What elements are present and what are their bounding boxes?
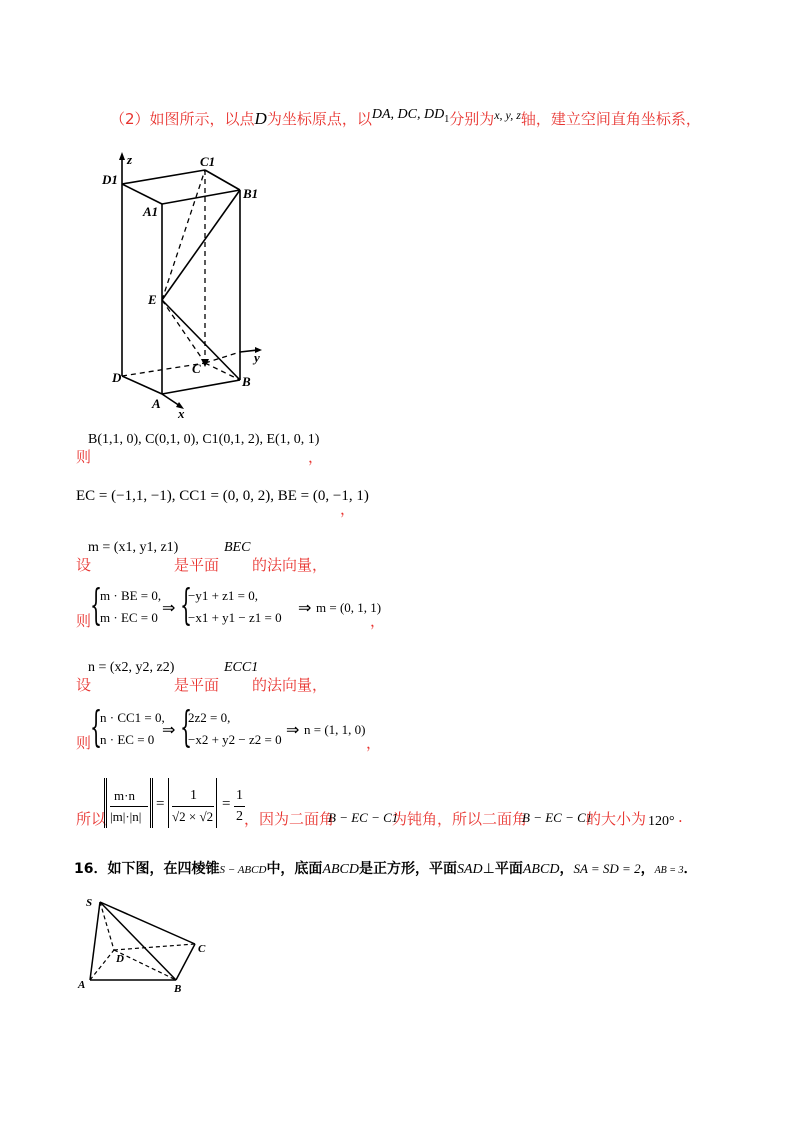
system-n-result: n = (1, 1, 0) bbox=[304, 722, 366, 737]
half-numerator: 1 bbox=[236, 788, 243, 803]
label-y: y bbox=[254, 350, 260, 365]
label-B1: B1 bbox=[243, 186, 259, 201]
normal-m-definition: m = (x1, y1, z1) bbox=[88, 540, 179, 555]
system-n-res2: −x2 + y2 − z2 = 0 bbox=[188, 732, 282, 747]
q16-end: ． bbox=[683, 861, 698, 877]
sqrt-denominator: √2 × √2 bbox=[172, 809, 214, 824]
condition-SA-SD: SA = SD = 2 bbox=[573, 861, 641, 876]
conclusion-line bbox=[76, 776, 716, 832]
so-label: 所以 bbox=[76, 810, 107, 828]
question-number: 16． bbox=[74, 861, 108, 877]
is-plane-m: 是平面 bbox=[174, 556, 220, 574]
half-denominator: 2 bbox=[236, 809, 243, 824]
normal-n-line bbox=[76, 660, 336, 696]
normal-n-definition: n = (x2, y2, z2) bbox=[88, 660, 175, 675]
system-n-eq1: n · CC1 = 0, bbox=[100, 710, 165, 725]
point-coordinates: B(1,1, 0), C(0,1, 0), C1(0,1, 2), E(1, 0, 1) bbox=[88, 432, 320, 447]
then-label-m: 则 bbox=[76, 612, 92, 630]
points-comma: ， bbox=[308, 448, 324, 466]
label-z: z bbox=[127, 152, 133, 167]
system-n-eq2: n · EC = 0 bbox=[100, 732, 155, 747]
q16-text-b: 中，底面 bbox=[266, 861, 323, 877]
let-label-m: 设 bbox=[76, 556, 92, 574]
size-text: 的大小为 bbox=[586, 810, 647, 828]
implies-m2: ⇒ bbox=[298, 600, 312, 617]
label-C: C bbox=[192, 361, 201, 376]
brace-right-m: { bbox=[180, 580, 193, 629]
plane-ABCD: ABCD bbox=[522, 862, 560, 877]
intro-line bbox=[110, 108, 701, 131]
cuboid-figure bbox=[100, 148, 290, 423]
system-n-res1: 2z2 = 0, bbox=[188, 710, 231, 725]
equals-2: = bbox=[222, 796, 231, 812]
vectors-line bbox=[76, 484, 369, 520]
implies-n1: ⇒ bbox=[162, 722, 176, 739]
brace-left-m: { bbox=[90, 580, 103, 629]
axis-vectors-sub: 1 bbox=[444, 114, 450, 125]
label-D: D bbox=[112, 370, 122, 385]
axis-vectors-text: DA, DC, DD bbox=[371, 107, 445, 122]
then-label-n: 则 bbox=[76, 734, 92, 752]
pyramid-figure bbox=[74, 894, 224, 994]
question-16 bbox=[74, 858, 698, 878]
q16-text-d: 平面 bbox=[494, 861, 523, 877]
condition-AB: AB = 3 bbox=[654, 865, 684, 876]
answer-period: . bbox=[678, 808, 683, 826]
points-line bbox=[76, 432, 336, 468]
label-A1: A1 bbox=[143, 204, 159, 219]
equals-1: = bbox=[156, 796, 165, 812]
q16-text-a: 如下图，在四棱锥 bbox=[107, 861, 220, 877]
plane-BEC: BEC bbox=[224, 540, 251, 555]
label-C1: C1 bbox=[200, 154, 216, 169]
axis-vectors bbox=[371, 107, 450, 125]
system-m bbox=[76, 580, 386, 634]
intro-text-d: 轴，建立空间直角坐标系， bbox=[520, 110, 701, 128]
normal-vector-text-m: 的法向量， bbox=[252, 556, 328, 574]
then-label: 则 bbox=[76, 448, 92, 466]
brace-right-n: { bbox=[180, 702, 193, 751]
normal-m-line bbox=[76, 540, 336, 576]
base-name: ABCD bbox=[322, 862, 359, 877]
dihedral-angle-1: B − EC − C1 bbox=[328, 810, 399, 825]
perp-symbol: ⊥ bbox=[482, 862, 495, 877]
implies-n2: ⇒ bbox=[286, 722, 300, 739]
label-S: S bbox=[86, 897, 93, 909]
normal-vector-text-n: 的法向量， bbox=[252, 676, 328, 694]
frac-numerator: m·n bbox=[114, 788, 135, 803]
obtuse-text: 为钝角，所以二面角 bbox=[392, 810, 528, 828]
label-E: E bbox=[148, 292, 157, 307]
system-m-eq2: m · EC = 0 bbox=[100, 610, 158, 625]
system-m-result: m = (0, 1, 1) bbox=[316, 600, 382, 615]
num-one: 1 bbox=[190, 788, 197, 803]
label-B2: B bbox=[174, 983, 182, 994]
pyramid-name: S − ABCD bbox=[219, 864, 267, 876]
is-plane-n: 是平面 bbox=[174, 676, 220, 694]
vectors-comma: ， bbox=[340, 500, 356, 518]
answer-value: 120° bbox=[648, 814, 675, 829]
origin-point: D bbox=[254, 109, 267, 128]
system-n-comma: ， bbox=[366, 734, 382, 752]
dihedral-angle-2: B − EC − C1 bbox=[522, 810, 593, 825]
implies-m1: ⇒ bbox=[162, 600, 176, 617]
label-x: x bbox=[178, 406, 185, 421]
xyz-labels: x, y, z bbox=[494, 108, 521, 122]
q16-text-c: 是正方形，平面 bbox=[359, 861, 457, 877]
vector-values: EC = (−1,1, −1), CC1 = (0, 0, 2), BE = (0, −1, 1) bbox=[76, 488, 369, 504]
label-C2: C bbox=[198, 943, 206, 955]
frac-denominator: |m|·|n| bbox=[110, 809, 142, 824]
q16-sep2: ， bbox=[640, 861, 655, 877]
plane-SAD: SAD bbox=[457, 862, 483, 877]
plane-ECC1: ECC1 bbox=[224, 660, 259, 675]
because-text: ，因为二面角 bbox=[244, 810, 335, 828]
system-n bbox=[76, 702, 382, 756]
label-A2: A bbox=[78, 979, 86, 991]
label-D2: D bbox=[116, 953, 124, 965]
let-label-n: 设 bbox=[76, 676, 92, 694]
label-D1: D1 bbox=[102, 172, 118, 187]
label-B: B bbox=[242, 374, 251, 389]
system-m-res1: −y1 + z1 = 0, bbox=[188, 588, 259, 603]
system-m-eq1: m · BE = 0, bbox=[100, 588, 162, 603]
intro-text-c: 分别为 bbox=[449, 110, 495, 128]
label-A: A bbox=[152, 396, 161, 411]
system-m-res2: −x1 + y1 − z1 = 0 bbox=[188, 610, 282, 625]
q16-sep: ， bbox=[559, 861, 574, 877]
brace-left-n: { bbox=[90, 702, 103, 751]
intro-text-b: 为坐标原点，以 bbox=[266, 110, 372, 128]
system-m-comma: ， bbox=[370, 612, 386, 630]
intro-text-a: （2）如图所示，以点 bbox=[110, 110, 255, 128]
